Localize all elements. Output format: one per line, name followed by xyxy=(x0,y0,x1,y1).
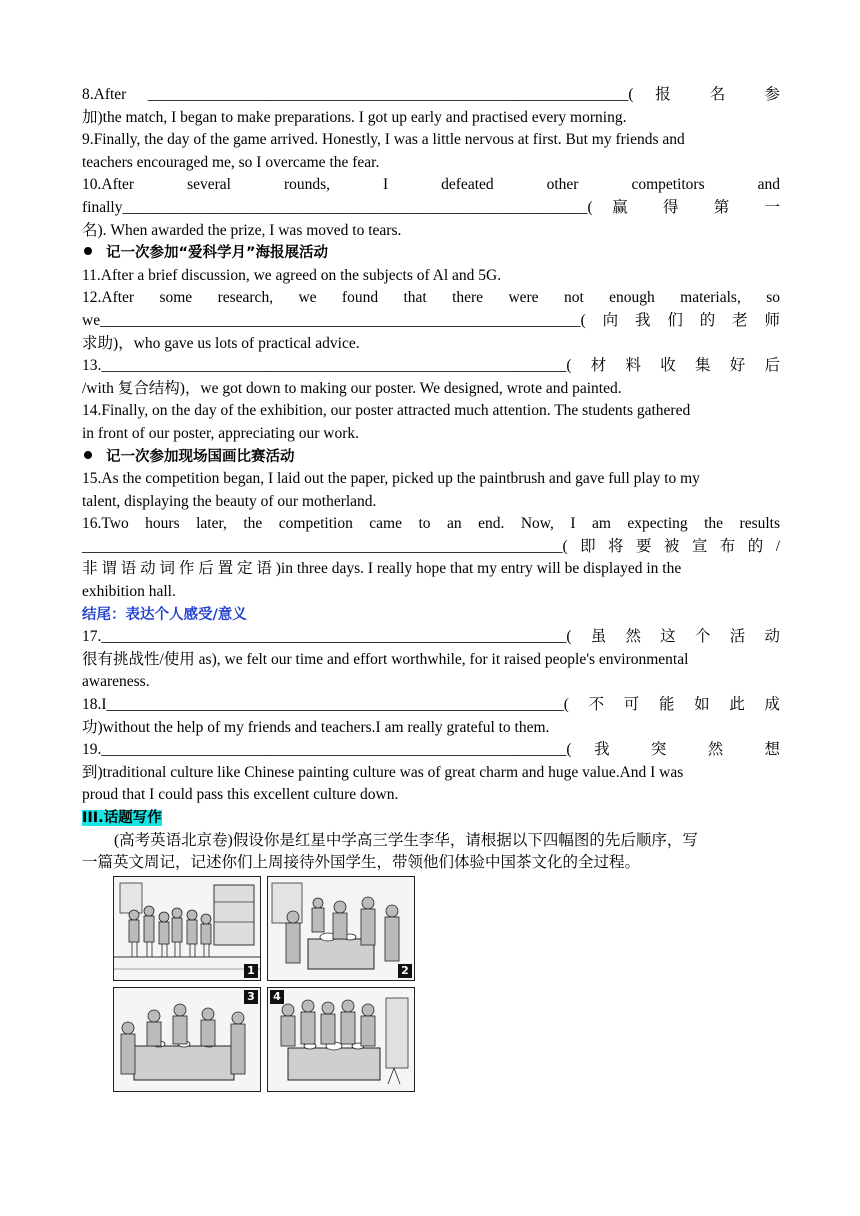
item-18-line-1: 18.I___________________________________________________________(不可能如此成 xyxy=(82,696,780,714)
item-16-line-1: 16.Two hours later, the competition came to an end. Now, I am expecting the results xyxy=(82,515,780,533)
illustration-panel-4 xyxy=(267,987,415,1092)
prompt-line-2: 一篇英文周记，记述你们上周接待外国学生，带领他们体验中国茶文化的全过程。 xyxy=(82,854,641,872)
item-8-line-1: 8.After ______________________________________________________________( 报 名 参 xyxy=(82,86,780,103)
ending-heading: 结尾：表达个人感受/意义 xyxy=(82,606,247,623)
tea-culture-illustrations xyxy=(113,876,418,1090)
tea-tasting-image xyxy=(114,988,260,1091)
panel-number-2: 2 xyxy=(398,964,412,978)
group-tea-image xyxy=(268,988,414,1091)
item-16-line-4: exhibition hall. xyxy=(82,583,176,601)
item-9-line-2: teachers encouraged me, so I overcame the fear. xyxy=(82,153,380,171)
heading-text: 记一次参加现场国画比赛活动 xyxy=(106,448,295,465)
panel-number-3: 3 xyxy=(244,990,258,1004)
bullet-icon xyxy=(84,247,92,255)
illustration-panel-2 xyxy=(267,876,415,981)
item-10-line-3: 名). When awarded the prize, I was moved to tears. xyxy=(82,221,402,239)
item-17-line-2: 很有挑战性/使用 as), we felt our time and effort worthwhile, for it raised people's environmental xyxy=(82,650,689,668)
prompt-line-1: (高考英语北京卷)假设你是红星中学高三学生李华，请根据以下四幅图的先后顺序，写 xyxy=(114,831,698,849)
bullet-heading-painting xyxy=(82,446,780,469)
item-14-line-1: 14.Finally, on the day of the exhibition, our poster attracted much attention. The students gathered xyxy=(82,402,691,420)
item-17-line-1: 17.____________________________________________________________(虽然这个活动 xyxy=(82,628,780,646)
item-18-line-2: 功)without the help of my friends and teachers.I am really grateful to them. xyxy=(82,718,550,736)
panel-number-1: 1 xyxy=(244,964,258,978)
item-11: 11.After a brief discussion, we agreed on the subjects of Al and 5G. xyxy=(82,266,502,284)
panel-number-4: 4 xyxy=(270,990,284,1004)
item-10-line-1: 10.After several rounds, I defeated other competitors and xyxy=(82,176,780,194)
item-19-line-3: proud that I could pass this excellent culture down. xyxy=(82,786,399,804)
bullet-heading-poster xyxy=(82,242,780,265)
section-title xyxy=(82,807,780,830)
worksheet-page xyxy=(82,84,780,875)
item-19-line-1: 19.____________________________________________________________( 我 突 然 想 xyxy=(82,741,780,759)
section-title-text: III.话题写作 xyxy=(82,810,162,826)
item-16-line-3: 非 谓 语 动 词 作 后 置 定 语 )in three days. I really hope that my entry will be displayed in the xyxy=(82,560,682,578)
item-8-line-2: 加)the match, I began to make preparations. I got up early and practised every morning. xyxy=(82,108,627,126)
item-13-line-1: 13.____________________________________________________________(材料收集好后 xyxy=(82,357,780,375)
item-9-line-1: 9.Finally, the day of the game arrived. Honestly, I was a little nervous at first. But my friends and xyxy=(82,131,685,149)
item-15-line-1: 15.As the competition began, I laid out the paper, picked up the paintbrush and gave full play to my xyxy=(82,470,700,488)
tea-demonstration-image xyxy=(268,877,414,980)
bullet-icon xyxy=(84,451,92,459)
illustration-panel-3 xyxy=(113,987,261,1092)
heading-text: 记一次参加“爱科学月”海报展活动 xyxy=(106,245,329,262)
item-12-line-2: we______________________________________________________________(向我们的老师 xyxy=(82,311,780,329)
item-19-line-2: 到)traditional culture like Chinese painting culture was of great charm and huge value.And I was xyxy=(82,763,684,781)
item-15-line-2: talent, displaying the beauty of our motherland. xyxy=(82,492,377,510)
item-16-line-2: ______________________________________________________________(即将要被宣布的/ xyxy=(82,537,780,555)
welcome-scene-image xyxy=(114,877,260,980)
item-14-line-2: in front of our poster, appreciating our work. xyxy=(82,424,360,442)
illustration-panel-1 xyxy=(113,876,261,981)
item-10-line-2: finally____________________________________________________________( 赢 得 第 一 xyxy=(82,198,780,216)
item-12-line-1: 12.After some research, we found that there were not enough materials, so xyxy=(82,289,780,307)
item-13-line-2: /with 复合结构)，we got down to making our poster. We designed, wrote and painted. xyxy=(82,379,622,397)
item-17-line-3: awareness. xyxy=(82,673,150,691)
item-12-line-3: 求助)，who gave us lots of practical advice. xyxy=(82,334,360,352)
